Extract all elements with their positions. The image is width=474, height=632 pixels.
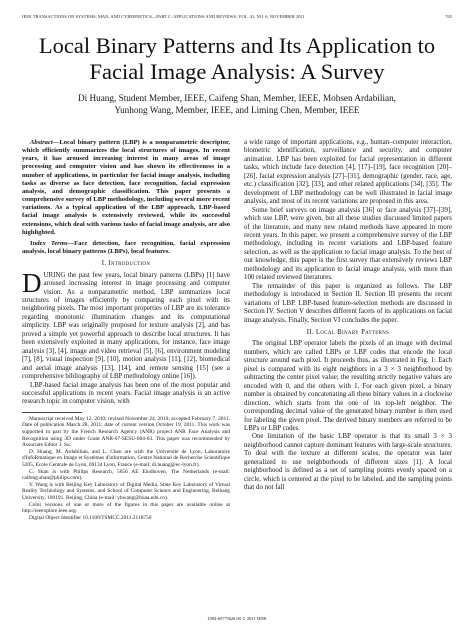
author-block [20,93,454,116]
right-paragraph-1: a wide range of important applications, e.g., human–computer interaction, biometric identification, surveillance and security, and computer animation. LBP has been exploited for facial representation in different tasks, which include face detection [4], [17]–[19], face recognition [20]–[26], facial expression analysis [27]–[31], demographic (gender, race, age, etc.) classification [32], [33], and other related applications [34], [35]. The development of LBP methodology can be well illustrated in facial image analysis, and most of its recent variations are proposed in this area. [244,139,452,206]
footnotes [22,416,230,522]
lbp-paragraph-2: One limitation of the basic LBP operator is that its small 3 × 3 neighborhood cannot capture dominant features with large-scale structures. To deal with the texture at different scales, the operator was later generalized to use neighborhoods of different sizes [1]. A local neighborhood is defined as a set of sampling points evenly spaced on a circle, which is centered at the pixel to be labeled, and the sampling points that do not fall [244,433,452,492]
footnote-color: Color versions of one or more of the figures in this paper are available online at http://ieeexplore.ieee.org. [22,501,230,515]
footnote-divider [22,412,82,413]
journal-name: IEEE TRANSACTIONS ON SYSTEMS, MAN, AND CYBERNETICS—PART C: APPLICATIONS AND REVIEWS, VOL. 41, NO. 6, NOVEMBER 2011 [22,14,305,19]
footnote-manuscript: Manuscript received May 12, 2010; revised November 24, 2010; accepted February 7, 2011. Date of publication March 28, 2011; date of current version October 19, 2011. This work was supported in part by the French Research Agency (ANR) project ANR Face Analysis and Recognition using 3D under Grant ANR-07-SESU-004-03. This paper was recommended by Associate Editor J. Su. [22,415,230,449]
copyright-footer: 1094-6977/$26.00 © 2011 IEEE [207,616,267,621]
paper-title: Local Binary Patterns and Its Application to Facial Image Analysis: A Survey [38,33,436,84]
left-column [22,139,230,521]
right-paragraph-3: The remainder of this paper is organized as follows. The LBP methodology is introduced in Section II. Section III presents the recent variations of LBP. LBP-based feature-selection methods are discussed in Section IV. Section V describes different facets of its applications on facial image analysis. Finally, Section VI concludes the paper. [244,282,452,324]
intro-paragraph-1-text: URING the past few years, local binary patterns (LBPs) [1] have aroused increasing interest in image processing and computer vision. As a nonparametric method, LBP summarizes local structures of images efficiently by comparing each pixel with its neighboring pixels. The most important properties of LBP are its tolerance regarding monotonic illumination changes and its computational simplicity. LBP was originally proposed for texture analysis [2], and has proved a simple yet powerful approach to describe local structures. It has been extensively exploited in many applications, for instance, face image analysis [3], [4], image and video retrieval [5], [6], environment modeling [7], [8], visual inspection [9], [10], motion analysis [11], [12], biomedical and aerial image analysis [13], [14], and remote sensing [15] (see a comprehensive bibliography of LBP methodology online [16]). [22,271,230,381]
index-terms-text: —Face detection, face recognition, facial expression analysis, local binary patterns (LBPs), local features. [22,239,230,256]
right-paragraph-2: Some brief surveys on image analysis [36] or face analysis [37]–[39], which use LBP, were given, but all these studies discussed limited papers of the literature, and many new related methods have appeared in more recent years. In this paper, we present a comprehensive survey of the LBP methodology, including its recent variations and LBP-based feature selection, as well as the application to facial image analysis. To the best of our knowledge, this paper is the first survey that extensively reviews LBP methodology and its application to facial image analysis, with more than 100 related reviewed literatures. [244,206,452,282]
footnote-affiliation-2: C. Shan is with Philips Research, 5656 AE Eindhoven, The Netherlands (e-mail: caifeng.shan@philips.com). [22,468,230,482]
section-1-heading: I. Introduction [101,260,151,268]
right-column [244,139,452,493]
intro-paragraph-1 [22,267,230,382]
page-number: 765 [445,14,452,19]
index-terms-lead: Index Terms [30,239,68,247]
abstract-lead: Abstract [30,139,53,146]
drop-cap: D [22,267,42,298]
author-line-2: Yunhong Wang, Member, IEEE, and Liming Chen, Member, IEEE [114,104,360,115]
abstract [22,139,230,237]
section-2-heading: II. Local Binary Patterns [306,328,390,336]
intro-paragraph-2: LBP-based facial image analysis has been one of the most popular and successful applications in recent years. Facial image analysis is an active research topic in computer vision, with [22,381,230,406]
footnote-affiliation-3: Y. Wang is with Beijing Key Laboratory of Digital Media, State Key Laboratory of Virtual Reality Technology and Systems, and School of Computer Science and Engineering, Beihang University, 100191, Beijing, China (e-mail: yhwang@buaa.edu.cn). [22,481,230,502]
running-header [22,14,452,19]
lbp-paragraph-1: The original LBP operator labels the pixels of an image with decimal numbers, which are called LBPs or LBP codes that encode the local structure around each pixel. It proceeds thus, as illustrated in Fig. 1: Each pixel is compared with its eight neighbors in a 3 × 3 neighborhood by subtracting the center pixel value; the resulting strictly negative values are encoded with 0, and the others with 1. For each given pixel, a binary number is obtained by concatenating all these binary values in a clockwise direction, which starts from the one of its top-left neighbor. The corresponding decimal value of the generated binary number is then used for labeling the given pixel. The derived binary numbers are referred to be LBPs or LBP codes. [244,340,452,432]
author-line-1: Di Huang, Student Member, IEEE, Caifeng Shan, Member, IEEE, Mohsen Ardabilian, [78,93,396,103]
footnote-affiliation-1: D. Huang, M. Ardabilian, and L. Chen are with the Université de Lyon, Laboratoire d'InfoRmatique en Image et Systèmes d'information, Centre National de Recherche Scientifique 5205, Ecole Centrale de Lyon, 69134 Lyon, France (e-mail: di.huang@ec-lyon.fr). [22,448,230,469]
footnote-doi: Digital Object Identifier 10.1109/TSMCC.2011.2118750 [29,514,152,521]
index-terms [22,240,230,256]
abstract-text: —Local binary pattern (LBP) is a nonparametric descriptor, which efficiently summarizes the local structures of images. In recent years, it has aroused increasing interest in many areas of image processing and computer vision and has shown its effectiveness in a number of applications, in particular for facial image analysis, including tasks as diverse as face detection, face recognition, facial expression analysis, and demographic classification. This paper presents a comprehensive survey of LBP methodology, including several more recent variations. As a typical application of the LBP approach, LBP-based facial image analysis is extensively reviewed, while its successful extensions, which deal with various tasks of facial image analysis, are also highlighted. [22,139,230,236]
